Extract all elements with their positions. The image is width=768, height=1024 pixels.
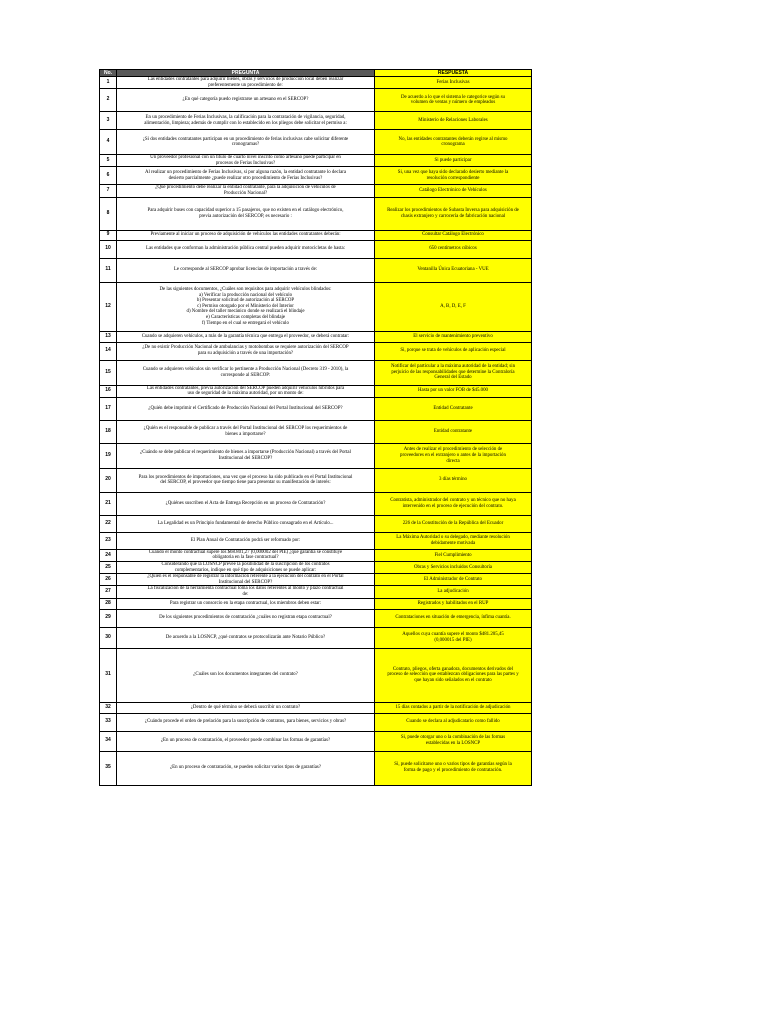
row-number: 12 — [100, 282, 117, 331]
answer-cell — [375, 420, 532, 443]
question-text: Cuando se adquieren vehículos sin verificar lo pertinente a Producción Nacional (Decreto 319 - 2010), la corresponde al SERCOP: — [142, 366, 349, 378]
row-number: 13 — [100, 331, 117, 342]
question-cell — [117, 751, 375, 785]
header-no: No. — [100, 70, 117, 77]
answer-text: Contrato, pliegos, oferta ganadora, documentos derivados del proceso de selección que establezcan obligaciones para las partes y que hayan sido señalados en el contrato — [387, 666, 519, 683]
table-row — [100, 549, 532, 561]
row-number: 3 — [100, 112, 117, 130]
question-text: ¿Quién es el responsable de registrar la información referente a la ejecución del contrato en el Portal Institucional del SERCOP? — [147, 574, 344, 585]
answer-text: Obras y Servicios incluidos Consultoría — [414, 564, 492, 570]
row-number: 32 — [100, 702, 117, 713]
answer-text: Catálogo Electrónico de Vehículos — [419, 188, 487, 194]
table-row — [100, 240, 532, 258]
answer-cell — [375, 751, 532, 785]
answer-text: 226 de la Constitución de la República del Ecuador — [402, 520, 504, 526]
row-number: 17 — [100, 397, 117, 420]
answer-cell — [375, 112, 532, 130]
table-row — [100, 331, 532, 342]
answer-cell — [375, 586, 532, 598]
question-cell — [117, 468, 375, 492]
question-cell — [117, 197, 375, 230]
table-row — [100, 561, 532, 573]
answer-text: De acuerdo a lo que el sistema le categorice según su volumen de ventas y número de empleados — [400, 94, 506, 106]
question-cell — [117, 532, 375, 549]
answer-cell — [375, 89, 532, 112]
answer-text: Entidad Contratante — [433, 405, 473, 411]
answer-cell — [375, 397, 532, 420]
question-text: Para adquirir buses con capacidad superior a 15 pasajeros, que no existen en el catálogo electrónico, previa autorización del SERCOP, es necesario : — [147, 207, 344, 219]
answer-cell — [375, 515, 532, 532]
table-row — [100, 230, 532, 240]
table-row — [100, 112, 532, 130]
question-text: La fiscalización de la herramienta contractual toma los datos referentes al monto y plazo contractual de: — [147, 586, 344, 597]
question-cell — [117, 627, 375, 648]
question-text: La Legalidad es un Principio fundamental de derecho Público consagrado en el Artículo... — [157, 520, 334, 526]
answer-text: Si puede participar — [434, 157, 472, 163]
answer-cell — [375, 468, 532, 492]
question-text: Previamente al iniciar un proceso de adquisición de vehículos las entidades contratantes deberán: — [150, 232, 341, 238]
table-row — [100, 713, 532, 731]
question-text: En un procedimiento de Ferias Inclusivas, la calificación para la contratación de vigilancia, seguridad, alimentación, limpieza; además de cumplir con lo establecido en los pliegos debe solicitar el permiso a: — [144, 115, 347, 126]
question-text: ¿Cuándo se debe publicar el requerimiento de bienes a importarse (Producción Nacional) a través del Portal Institucional del SERCOP? — [140, 450, 351, 461]
answer-cell — [375, 258, 532, 282]
answer-text: Entidad contratante — [433, 428, 473, 434]
answer-text: Aquellos cuya cuantía supere el monto $481.205,45 (0,000015 del PIE) — [402, 631, 504, 643]
table-row — [100, 258, 532, 282]
answer-text: Si, una vez que haya sido declarado desierto mediante la resolución correspondiente — [397, 170, 509, 181]
question-cell — [117, 385, 375, 397]
question-cell — [117, 77, 375, 89]
question-cell — [117, 561, 375, 573]
row-number: 27 — [100, 586, 117, 598]
row-number: 23 — [100, 532, 117, 549]
answer-text: Antes de realizar el procedimiento de selección de proveedores en el extranjero o antes de la importación directa — [400, 447, 506, 464]
row-number: 14 — [100, 342, 117, 360]
answer-text: 650 centímetros cúbicos — [429, 246, 477, 252]
table-row — [100, 167, 532, 185]
question-text: ¿Quiénes suscriben el Acta de Entrega Recepción en un proceso de Contratación? — [165, 500, 326, 506]
answer-cell — [375, 598, 532, 609]
answer-cell — [375, 331, 532, 342]
table-row — [100, 609, 532, 627]
question-cell — [117, 155, 375, 167]
answer-text: Cuando se declara al adjudicatario como fallido — [406, 719, 500, 725]
header-question: PREGUNTA — [117, 70, 375, 77]
question-text: De los siguientes procedimientos de contratación ¿cuáles no registran etapa contractual? — [159, 615, 332, 621]
answer-cell — [375, 627, 532, 648]
question-cell — [117, 492, 375, 515]
question-text: ¿Cuándo procede el orden de prelación para la suscripción de contratos, para bienes, servicios y obras? — [144, 719, 347, 725]
question-text: Las entidades que conforman la administración pública central pueden adquirir motocicletas de hasta: — [145, 246, 346, 252]
answer-text: Notificar del particular a la máxima autoridad de la entidad; sin perjuicio de las responsabilidades que determine la Contraloría General del Estado — [390, 364, 516, 381]
table-row — [100, 282, 532, 331]
question-text: Para registrar un consorcio en la etapa contractual, los miembros deben estar: — [169, 600, 322, 606]
question-cell — [117, 185, 375, 197]
row-number: 2 — [100, 89, 117, 112]
answer-cell — [375, 492, 532, 515]
table-row — [100, 515, 532, 532]
table-row — [100, 702, 532, 713]
row-number: 11 — [100, 258, 117, 282]
answer-text: No, las entidades contratantes deberán regirse al mismo cronograma — [398, 136, 508, 148]
question-cell — [117, 648, 375, 702]
answer-cell — [375, 155, 532, 167]
answer-cell — [375, 385, 532, 397]
table-row — [100, 443, 532, 468]
row-number: 30 — [100, 627, 117, 648]
question-text: De acuerdo a la LOSNCP, ¿qué contratos se protocolizarán ante Notario Público? — [165, 634, 326, 640]
row-number: 4 — [100, 130, 117, 155]
answer-cell — [375, 197, 532, 230]
question-text: Cuando se adquieren vehículos, a más de la garantía técnica que entrega el proveedor, se deberá contratar: — [141, 333, 350, 339]
question-text: ¿Quién debe imprimir el Certificado de Producción Nacional del Portal Institucional del SERCOP? — [148, 405, 343, 411]
question-text: Las entidades contratantes para adquirir bienes, obras y servicios de producción local deben realizar preferentemente un procedimiento de: — [147, 77, 344, 88]
answer-text: Registrados y habilitados en el RUP — [417, 600, 489, 606]
table-row — [100, 574, 532, 586]
answer-text: Ministerio de Relaciones Laborales — [418, 117, 488, 123]
row-number: 24 — [100, 549, 117, 561]
question-text: ¿Dentro de qué término se deberá suscribir un contrato? — [190, 704, 301, 710]
question-cell — [117, 240, 375, 258]
question-text: ¿Cuáles son los documentos integrantes del contrato? — [193, 672, 298, 678]
answer-text: 15 días contados a partir de la notificación de adjudicación — [395, 704, 511, 710]
answer-cell — [375, 574, 532, 586]
row-number: 5 — [100, 155, 117, 167]
question-cell — [117, 342, 375, 360]
question-text: Al realizar un procedimiento de Ferias Inclusivas, si por alguna razón, la entidad contratante lo declara desierto parcialmente ¿puede realizar otro procedimiento de Ferias Inclusivas? — [144, 170, 347, 181]
answer-text: El Administrador de Contrato — [424, 576, 482, 582]
question-cell — [117, 702, 375, 713]
questionnaire-sheet — [99, 69, 531, 786]
row-number: 20 — [100, 468, 117, 492]
question-text: ¿En un proceso de contratación, se pueden solicitar varios tipos de garantías? — [169, 765, 321, 771]
answer-text: El servicio de mantenimiento preventivo — [413, 333, 493, 339]
table-row — [100, 648, 532, 702]
answer-cell — [375, 609, 532, 627]
question-cell — [117, 598, 375, 609]
table-row — [100, 89, 532, 112]
row-number: 18 — [100, 420, 117, 443]
question-cell — [117, 731, 375, 751]
row-number: 8 — [100, 197, 117, 230]
table-row — [100, 155, 532, 167]
table-row — [100, 197, 532, 230]
question-cell — [117, 586, 375, 598]
question-text: Cuando el monto contractual supere los $68.801,27 (0,000002 del PIE) ¿qué garantía se constituye obligatoria en la fase contractual? — [148, 549, 343, 561]
row-number: 21 — [100, 492, 117, 515]
answer-cell — [375, 360, 532, 385]
row-number: 22 — [100, 515, 117, 532]
row-number: 31 — [100, 648, 117, 702]
question-cell — [117, 609, 375, 627]
table-row — [100, 360, 532, 385]
table-row — [100, 420, 532, 443]
question-cell — [117, 258, 375, 282]
row-number: 26 — [100, 574, 117, 586]
answer-cell — [375, 713, 532, 731]
answer-text: Contrataciones en situación de emergencia, ínfima cuantía. — [395, 615, 511, 621]
question-cell — [117, 443, 375, 468]
table-body — [100, 77, 532, 786]
question-cell — [117, 112, 375, 130]
question-cell — [117, 230, 375, 240]
row-number: 35 — [100, 751, 117, 785]
question-text: Considerando que la LOSNCP prevee la posibilidad de la suscripción de los contratos complementarios, indique en qué tipo de adquisiciones se puede aplicar: — [161, 561, 330, 573]
question-text: ¿En un proceso de contratación, el proveedor puede combinar las formas de garantías? — [160, 738, 331, 744]
answer-text: 3 días término — [439, 477, 467, 483]
answer-text: La Máxima Autoridad o su delegado, mediante resolución debidamente motivada — [396, 535, 510, 546]
question-cell — [117, 130, 375, 155]
table-row — [100, 627, 532, 648]
row-number: 34 — [100, 731, 117, 751]
row-number: 9 — [100, 230, 117, 240]
table-row — [100, 532, 532, 549]
row-number: 6 — [100, 167, 117, 185]
answer-cell — [375, 230, 532, 240]
question-cell — [117, 89, 375, 112]
question-text: De las siguientes documentos, ¿Cuáles son requisitos para adquirir vehículos blindados: a) Verificar la producción nacional del vehículo b) Presentar solicitud de autorización al SERCOP c) Permiso otorgado por el Ministerio del Interior d) Nombre del taller mecánico donde se realizará el blindaje e) Características completas del blindaje f) Tiempo en el cual se entregará el vehículo — [159, 286, 332, 326]
answer-text: Consultar Catálogo Electrónico — [422, 232, 484, 238]
answer-text: Realizar los procedimientos de Subasta Inversa para adquisición de chasis extranjero y carrocería de fabricación nacional — [387, 207, 519, 219]
table-row — [100, 385, 532, 397]
row-number: 7 — [100, 185, 117, 197]
question-text: ¿Qué procedimiento debe realizar la entidad contratante, para la adquisición de vehículos de Producción Nacional? — [155, 185, 336, 196]
table-row — [100, 77, 532, 89]
row-number: 28 — [100, 598, 117, 609]
table-row — [100, 397, 532, 420]
question-cell — [117, 397, 375, 420]
answer-cell — [375, 240, 532, 258]
answer-cell — [375, 731, 532, 751]
question-text: Le corresponde al SERCOP aprobar licencias de importación a través de: — [173, 267, 318, 273]
header-row — [100, 70, 532, 77]
answer-cell — [375, 702, 532, 713]
question-cell — [117, 515, 375, 532]
header-answer: RESPUESTA — [375, 70, 532, 77]
answer-cell — [375, 648, 532, 702]
question-text: ¿En qué categoría puedo registrarse un artesano en el SERCOP? — [182, 97, 309, 103]
answer-text: Si, puede solicitarse uno o varios tipos de garantías según la forma de pago y el procedimiento de contratación. — [394, 762, 512, 773]
question-text: Un proveedor profesional con un título de cuarto nivel inscrito como artesano puede participar en procesos de Ferias Inclusivas? — [150, 155, 341, 166]
question-cell — [117, 360, 375, 385]
answer-text: Si, porque se trata de vehículos de aplicación especial — [400, 348, 506, 354]
answer-cell — [375, 561, 532, 573]
answer-cell — [375, 443, 532, 468]
row-number: 1 — [100, 77, 117, 89]
row-number: 19 — [100, 443, 117, 468]
row-number: 33 — [100, 713, 117, 731]
row-number: 29 — [100, 609, 117, 627]
question-text: ¿Quién es el responsable de publicar a través del Portal Institucional del SERCOP los requerimientos de bienes a importarse? — [143, 426, 348, 437]
answer-cell — [375, 532, 532, 549]
row-number: 10 — [100, 240, 117, 258]
question-text: El Plan Anual de Contratación podrá ser reformado por: — [190, 537, 301, 543]
table-row — [100, 342, 532, 360]
question-text: Las entidades contratantes, previa autorización del SERCOP pueden adquirir vehículos híbridos para uso de seguridad de la máxima autoridad, por un monto de: — [146, 385, 345, 397]
question-cell — [117, 331, 375, 342]
row-number: 25 — [100, 561, 117, 573]
question-cell — [117, 282, 375, 331]
answer-text: Si, puede otorgar uno o la combinación de las formas establecidas en la LOSNCP — [400, 735, 506, 746]
question-text: Para los procedimientos de importaciones, una vez que el proceso ha sido publicado en el Portal Institucional del SERCOP, el proveedor que tiempo tiene para presentar su manifestación de interés: — [138, 474, 353, 486]
table-row — [100, 751, 532, 785]
answer-text: Ferias Inclusivas — [436, 79, 470, 85]
table-row — [100, 731, 532, 751]
question-text: ¿De no existir Producción Nacional de ambulancias y motobombas se requiere autorización del SERCOP para su adquisición a través de una importación? — [142, 345, 349, 357]
answer-cell — [375, 77, 532, 89]
answer-text: Hasta por un valor FOB de $45.000 — [418, 388, 488, 394]
row-number: 15 — [100, 360, 117, 385]
questions-table — [99, 69, 532, 786]
answer-cell — [375, 282, 532, 331]
table-row — [100, 492, 532, 515]
question-cell — [117, 167, 375, 185]
question-cell — [117, 574, 375, 586]
answer-text: Ventanilla Única Ecuatoriana - VUE — [417, 267, 489, 273]
table-row — [100, 185, 532, 197]
answer-text: La adjudicación — [437, 589, 469, 595]
table-row — [100, 586, 532, 598]
table-row — [100, 130, 532, 155]
question-cell — [117, 420, 375, 443]
answer-text: Fiel Cumplimiento — [434, 552, 472, 558]
table-row — [100, 468, 532, 492]
answer-cell — [375, 167, 532, 185]
answer-cell — [375, 185, 532, 197]
answer-cell — [375, 549, 532, 561]
question-text: ¿Si dos entidades contratantes participan en un procedimiento de ferias inclusivas cabe solicitar diferente cronogramas? — [142, 136, 349, 148]
question-cell — [117, 549, 375, 561]
answer-cell — [375, 130, 532, 155]
answer-cell — [375, 342, 532, 360]
question-cell — [117, 713, 375, 731]
answer-text: Contratista, administrador del contrato y un técnico que no haya intervenido en el proceso de ejecución del contrato. — [390, 498, 516, 509]
row-number: 16 — [100, 385, 117, 397]
table-row — [100, 598, 532, 609]
answer-text: A, B, D, E, F — [440, 303, 466, 309]
